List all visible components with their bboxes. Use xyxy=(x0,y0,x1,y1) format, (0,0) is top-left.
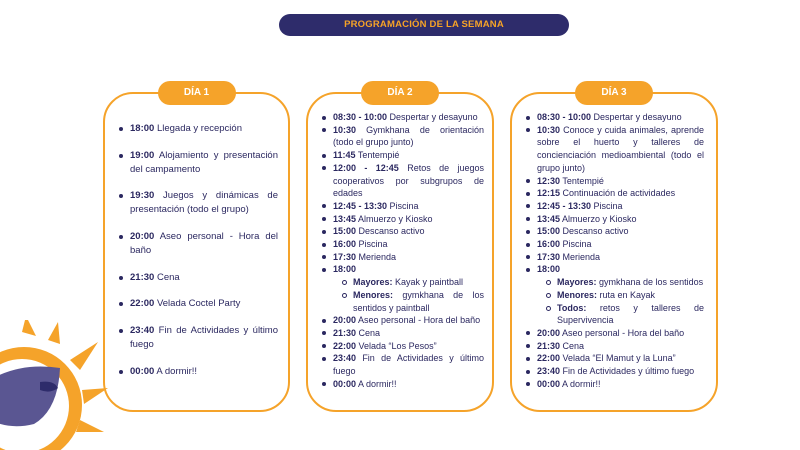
day-2-label: DÍA 2 xyxy=(361,81,439,105)
group-item: Menores: gymkhana de los sentidos y paintball xyxy=(341,289,484,314)
sun-mascot-illustration xyxy=(0,320,110,450)
schedule-item: 21:30 Cena xyxy=(320,327,484,340)
day-3-activity-groups xyxy=(537,276,704,327)
day-2-schedule xyxy=(320,111,484,390)
schedule-item: 11:45 Tentempié xyxy=(320,149,484,162)
schedule-item: 10:30 Conoce y cuida animales, aprende sobre el huerto y talleres de concienciación medioambiental (todo el grupo junto) xyxy=(524,124,704,175)
schedule-item: 21:30 Cena xyxy=(117,271,278,285)
schedule-item: 21:30 Cena xyxy=(524,340,704,353)
schedule-item: 12:00 - 12:45 Retos de juegos cooperativos por subgrupos de edades xyxy=(320,162,484,200)
schedule-item: 08:30 - 10:00 Despertar y desayuno xyxy=(524,111,704,124)
schedule-item: 08:30 - 10:00 Despertar y desayuno xyxy=(320,111,484,124)
schedule-item: 19:00 Alojamiento y presentación del campamento xyxy=(117,149,278,177)
schedule-item: 18:00 Mayores: Kayak y paintball Menores: gymkhana de los sentidos y paintball xyxy=(320,263,484,314)
day-2-card xyxy=(306,87,494,412)
schedule-item: 20:00 Aseo personal - Hora del baño xyxy=(117,230,278,258)
schedule-item: 23:40 Fin de Actividades y último fuego xyxy=(117,324,278,352)
schedule-item: 00:00 A dormir!! xyxy=(117,365,278,379)
day-1-card xyxy=(103,87,290,412)
schedule-item: 15:00 Descanso activo xyxy=(320,225,484,238)
schedule-item: 18:00 Llegada y recepción xyxy=(117,122,278,136)
day-3-label: DÍA 3 xyxy=(575,81,653,105)
schedule-item: 12:15 Continuación de actividades xyxy=(524,187,704,200)
schedule-item: 22:00 Velada Coctel Party xyxy=(117,297,278,311)
group-item: Todos: retos y talleres de Supervivencia xyxy=(545,302,704,327)
schedule-item: 15:00 Descanso activo xyxy=(524,225,704,238)
schedule-item: 23:40 Fin de Actividades y último fuego xyxy=(524,365,704,378)
group-item: Menores: ruta en Kayak xyxy=(545,289,704,302)
group-item: Mayores: Kayak y paintball xyxy=(341,276,484,289)
schedule-item: 20:00 Aseo personal - Hora del baño xyxy=(320,314,484,327)
schedule-item: 12:45 - 13:30 Piscina xyxy=(524,200,704,213)
schedule-item: 16:00 Piscina xyxy=(320,238,484,251)
schedule-item: 20:00 Aseo personal - Hora del baño xyxy=(524,327,704,340)
day-2-activity-groups xyxy=(333,276,484,314)
day-3-schedule xyxy=(524,111,704,390)
page-title: PROGRAMACIÓN DE LA SEMANA xyxy=(279,14,569,36)
schedule-item: 13:45 Almuerzo y Kiosko xyxy=(524,213,704,226)
schedule-item: 22:00 Velada “El Mamut y la Luna” xyxy=(524,352,704,365)
schedule-item: 12:30 Tentempié xyxy=(524,175,704,188)
schedule-item: 16:00 Piscina xyxy=(524,238,704,251)
day-3-card xyxy=(510,87,718,412)
day-1-schedule xyxy=(117,122,278,379)
schedule-item: 22:00 Velada “Los Pesos” xyxy=(320,340,484,353)
schedule-item: 00:00 A dormir!! xyxy=(524,378,704,391)
day-1-label: DÍA 1 xyxy=(158,81,236,105)
schedule-item: 23:40 Fin de Actividades y último fuego xyxy=(320,352,484,377)
schedule-item: 10:30 Gymkhana de orientación (todo el grupo junto) xyxy=(320,124,484,149)
schedule-item: 00:00 A dormir!! xyxy=(320,378,484,391)
schedule-item: 12:45 - 13:30 Piscina xyxy=(320,200,484,213)
schedule-item: 19:30 Juegos y dinámicas de presentación (todo el grupo) xyxy=(117,189,278,217)
schedule-item: 17:30 Merienda xyxy=(320,251,484,264)
schedule-item: 18:00 Mayores: gymkhana de los sentidos Menores: ruta en Kayak Todos: retos y talleres de Supervivencia xyxy=(524,263,704,327)
group-item: Mayores: gymkhana de los sentidos xyxy=(545,276,704,289)
schedule-item: 17:30 Merienda xyxy=(524,251,704,264)
schedule-item: 13:45 Almuerzo y Kiosko xyxy=(320,213,484,226)
